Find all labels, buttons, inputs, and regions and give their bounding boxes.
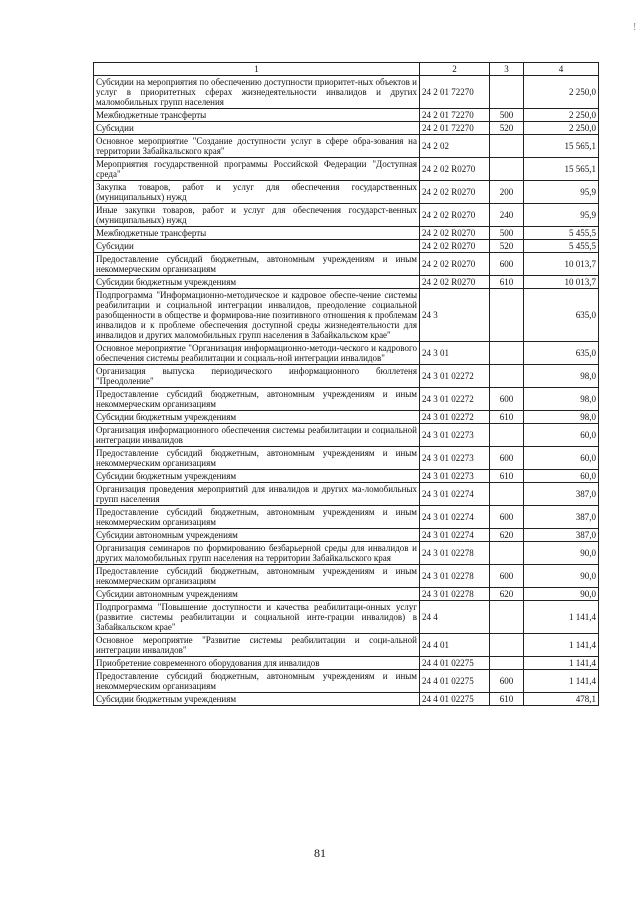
row-code-cell: 24 4 [420,601,490,634]
row-name-cell: Субсидии бюджетным учреждениям [94,276,420,289]
table-row [94,565,599,588]
row-vr-cell: 600 [490,388,524,411]
row-vr-cell: 600 [490,506,524,529]
row-vr-cell: 610 [490,693,524,706]
table-row [94,588,599,601]
row-code-cell: 24 3 01 02272 [420,365,490,388]
row-code-cell: 24 2 01 72270 [420,122,490,135]
table-body [94,76,599,706]
row-sum-cell: 2 250,0 [524,109,599,122]
row-name-cell: Основное мероприятие "Развитие системы реабилитации и соци-альной интеграции инвалидов" [94,634,420,657]
row-vr-cell: 600 [490,447,524,470]
row-name-cell: Субсидии [94,122,420,135]
table-row [94,158,599,181]
row-sum-cell: 2 250,0 [524,122,599,135]
row-sum-cell: 1 141,4 [524,634,599,657]
row-vr-cell [490,634,524,657]
row-code-cell: 24 3 01 02273 [420,447,490,470]
row-code-cell: 24 2 02 R0270 [420,181,490,204]
row-name-cell: Иные закупки товаров, работ и услуг для обеспечения государст-венных (муниципальных) нужд [94,204,420,227]
row-vr-cell: 600 [490,670,524,693]
table-row [94,204,599,227]
row-name-cell: Организация проведения мероприятий для инвалидов и других ма-ломобильных групп населения [94,483,420,506]
row-sum-cell: 90,0 [524,588,599,601]
row-name-cell: Подпрограмма "Повышение доступности и качества реабилитаци-онных услуг (развитие системы реабилитации и социальной инте-грации инвалидов) в Забайкальском крае" [94,601,420,634]
row-sum-cell: 10 013,7 [524,276,599,289]
table-row [94,447,599,470]
row-sum-cell: 98,0 [524,388,599,411]
row-vr-cell [490,601,524,634]
row-name-cell: Предоставление субсидий бюджетным, автономным учреждениям и иным некоммерческим организациям [94,565,420,588]
row-vr-cell: 500 [490,109,524,122]
row-name-cell: Предоставление субсидий бюджетным, автономным учреждениям и иным некоммерческим организациям [94,388,420,411]
table-row [94,483,599,506]
row-vr-cell: 600 [490,565,524,588]
table-row [94,634,599,657]
row-vr-cell: 620 [490,529,524,542]
row-sum-cell: 60,0 [524,447,599,470]
row-vr-cell: 520 [490,240,524,253]
row-vr-cell [490,483,524,506]
row-name-cell: Организация информационного обеспечения системы реабилитации и социальной интеграции инвалидов [94,424,420,447]
row-code-cell: 24 3 01 02274 [420,506,490,529]
row-name-cell: Предоставление субсидий бюджетным, автономным учреждениям и иным некоммерческим организациям [94,506,420,529]
row-sum-cell: 635,0 [524,289,599,342]
row-sum-cell: 10 013,7 [524,253,599,276]
row-code-cell: 24 2 01 72270 [420,109,490,122]
row-vr-cell [490,542,524,565]
row-code-cell: 24 4 01 02275 [420,693,490,706]
table-row [94,670,599,693]
row-name-cell: Мероприятия государственной программы Российской Федерации "Доступная среда" [94,158,420,181]
row-code-cell: 24 3 01 02278 [420,565,490,588]
row-sum-cell: 60,0 [524,470,599,483]
row-code-cell: 24 3 01 02274 [420,483,490,506]
row-name-cell: Субсидии бюджетным учреждениям [94,411,420,424]
column-header-2: 2 [420,63,490,76]
row-vr-cell [490,342,524,365]
row-name-cell: Субсидии автономным учреждениям [94,588,420,601]
row-vr-cell: 600 [490,253,524,276]
row-vr-cell [490,158,524,181]
row-vr-cell: 520 [490,122,524,135]
row-name-cell: Субсидии автономным учреждениям [94,529,420,542]
row-sum-cell: 15 565,1 [524,158,599,181]
page-number: 81 [314,846,326,860]
row-name-cell: Основное мероприятие "Создание доступности услуг в сфере обра-зования на территории Забайкальского края" [94,135,420,158]
row-code-cell: 24 2 02 R0270 [420,158,490,181]
row-sum-cell: 478,1 [524,693,599,706]
row-name-cell: Предоставление субсидий бюджетным, автономным учреждениям и иным некоммерческим организациям [94,253,420,276]
table-row [94,601,599,634]
row-code-cell: 24 3 [420,289,490,342]
row-sum-cell: 95,9 [524,181,599,204]
row-code-cell: 24 4 01 [420,634,490,657]
row-sum-cell: 60,0 [524,424,599,447]
row-code-cell: 24 2 01 72270 [420,76,490,109]
row-sum-cell: 5 455,5 [524,227,599,240]
table-row [94,109,599,122]
row-name-cell: Предоставление субсидий бюджетным, автономным учреждениям и иным некоммерческим организациям [94,670,420,693]
row-code-cell: 24 3 01 02273 [420,470,490,483]
row-code-cell: 24 4 01 02275 [420,670,490,693]
row-code-cell: 24 2 02 R0270 [420,276,490,289]
row-sum-cell: 635,0 [524,342,599,365]
table-row [94,424,599,447]
table-row [94,227,599,240]
table-header-row [94,63,599,76]
row-sum-cell: 90,0 [524,565,599,588]
column-header-3: 3 [490,63,524,76]
row-vr-cell [490,76,524,109]
row-name-cell: Организация семинаров по формированию безбарьерной среды для инвалидов и других маломобильных групп населения на территории Забайкальского края [94,542,420,565]
row-name-cell: Межбюджетные трансферты [94,227,420,240]
row-code-cell: 24 2 02 [420,135,490,158]
row-sum-cell: 387,0 [524,529,599,542]
table-row [94,135,599,158]
row-sum-cell: 5 455,5 [524,240,599,253]
row-name-cell: Организация выпуска периодического информационного бюллетеня "Преодоление" [94,365,420,388]
row-vr-cell [490,657,524,670]
row-vr-cell [490,135,524,158]
row-name-cell: Приобретение современного оборудования для инвалидов [94,657,420,670]
row-code-cell: 24 3 01 02278 [420,588,490,601]
table-row [94,122,599,135]
row-code-cell: 24 3 01 02272 [420,411,490,424]
row-code-cell: 24 2 02 R0270 [420,240,490,253]
table-row [94,388,599,411]
row-code-cell: 24 2 02 R0270 [420,227,490,240]
row-code-cell: 24 3 01 02272 [420,388,490,411]
row-vr-cell [490,424,524,447]
row-code-cell: 24 2 02 R0270 [420,204,490,227]
row-sum-cell: 1 141,4 [524,657,599,670]
row-name-cell: Закупка товаров, работ и услуг для обеспечения государственных (муниципальных) нужд [94,181,420,204]
row-code-cell: 24 3 01 [420,342,490,365]
row-vr-cell [490,365,524,388]
row-name-cell: Субсидии [94,240,420,253]
row-vr-cell: 500 [490,227,524,240]
row-name-cell: Субсидии бюджетным учреждениям [94,693,420,706]
edge-mark: ! [633,22,637,33]
row-code-cell: 24 4 01 02275 [420,657,490,670]
row-sum-cell: 95,9 [524,204,599,227]
row-code-cell: 24 3 01 02273 [420,424,490,447]
budget-table [93,62,599,706]
table-row [94,76,599,109]
table-row [94,240,599,253]
row-sum-cell: 98,0 [524,365,599,388]
column-header-4: 4 [524,63,599,76]
row-vr-cell: 610 [490,470,524,483]
row-name-cell: Межбюджетные трансферты [94,109,420,122]
row-vr-cell: 610 [490,276,524,289]
table-row [94,289,599,342]
row-name-cell: Подпрограмма "Информационно-методическое и кадровое обеспе-чение системы реабилитации и социальной интеграции инвалидов, преодоление социальной разобщенности в обществе и формирова-ние позитивного отношения к проблемам инвалидов и к проблеме обеспечения доступной среды жизнедеятельности для инвалидов и других маломобильных групп населения в Забайкальском крае" [94,289,420,342]
row-sum-cell: 98,0 [524,411,599,424]
row-sum-cell: 15 565,1 [524,135,599,158]
table-row [94,529,599,542]
row-name-cell: Предоставление субсидий бюджетным, автономным учреждениям и иным некоммерческим организациям [94,447,420,470]
column-header-1: 1 [94,63,420,76]
row-name-cell: Основное мероприятие "Организация информационно-методи-ческого и кадрового обеспечения системы реабилитации и социаль-ной интеграции инвалидов" [94,342,420,365]
row-name-cell: Субсидии бюджетным учреждениям [94,470,420,483]
row-vr-cell [490,289,524,342]
table-row [94,693,599,706]
table-row [94,506,599,529]
table-row [94,470,599,483]
row-code-cell: 24 3 01 02278 [420,542,490,565]
table-row [94,342,599,365]
row-sum-cell: 387,0 [524,483,599,506]
row-sum-cell: 1 141,4 [524,601,599,634]
table-row [94,411,599,424]
table-row [94,253,599,276]
table-row [94,542,599,565]
row-vr-cell: 620 [490,588,524,601]
row-code-cell: 24 2 02 R0270 [420,253,490,276]
row-vr-cell: 240 [490,204,524,227]
table-row [94,657,599,670]
row-sum-cell: 387,0 [524,506,599,529]
row-sum-cell: 2 250,0 [524,76,599,109]
table-row [94,181,599,204]
row-name-cell: Субсидии на мероприятия по обеспечению доступности приоритет-ных объектов и услуг в приоритетных сферах жизнедеятельности инвалидов и других маломобильных групп населения [94,76,420,109]
table-row [94,365,599,388]
row-vr-cell: 610 [490,411,524,424]
row-sum-cell: 90,0 [524,542,599,565]
row-vr-cell: 200 [490,181,524,204]
table-row [94,276,599,289]
row-code-cell: 24 3 01 02274 [420,529,490,542]
row-sum-cell: 1 141,4 [524,670,599,693]
